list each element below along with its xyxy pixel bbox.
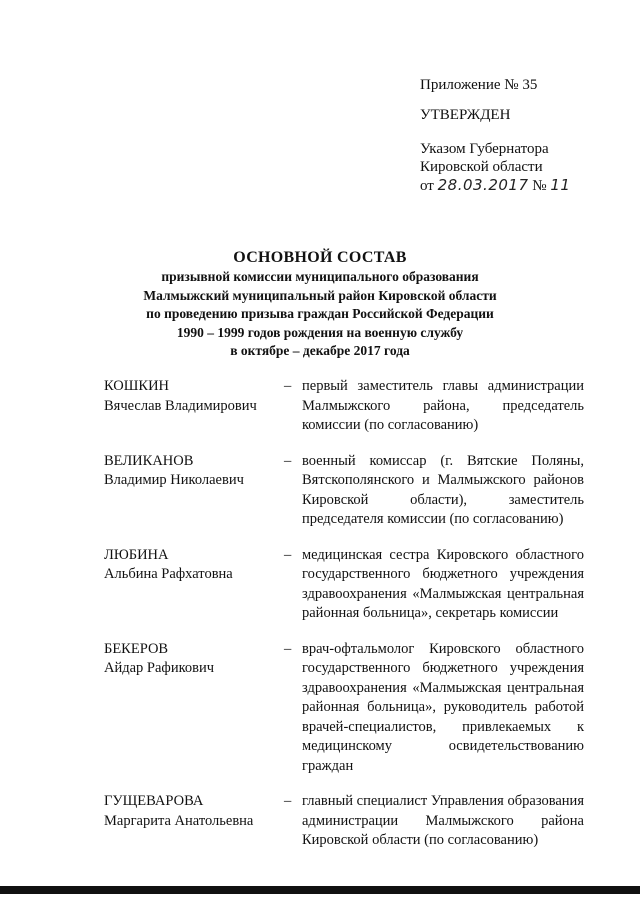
title-main: ОСНОВНОЙ СОСТАВ [233,249,407,266]
decree-date-line [420,176,570,195]
appendix-label: Приложение № 35 [420,77,538,93]
member-name [104,377,284,436]
member-dash: – [284,546,292,563]
member-surname: ЛЮБИНА [104,546,169,563]
decree-line-1: Указом Губернатора [420,141,549,157]
member-role: врач-офтальмолог Кировского областного государственного бюджетного учреждения здравоохранения «Малмыжская центральная районная больница», руководитель работой врачей-специалистов, привлекаемых к медицинскому освидетельствованию граждан [302,640,584,774]
number-prefix: № [532,178,547,194]
members-list [104,377,584,867]
handwritten-date: 28.03.2017 [437,176,529,194]
title-line: по проведению призыва граждан Российской Федерации [146,306,494,321]
member-dash: – [284,378,292,394]
member-first-names: Айдар Рафикович [104,660,215,676]
member-role: главный специалист Управления образования администрации Малмыжского района Кировской области (по согласованию) [302,793,584,848]
title-line: в октябре – декабре 2017 года [230,343,410,358]
member-entry [104,377,584,436]
member-role: медицинская сестра Кировского областного государственного бюджетного учреждения здравоохранения «Малмыжская центральная районная больница», секретарь комиссии [302,546,584,621]
member-dash: – [284,793,292,809]
member-entry [104,546,584,624]
title-line: призывной комиссии муниципального образования [161,269,479,284]
date-prefix: от [420,178,434,194]
member-first-names: Альбина Рафхатовна [104,566,233,582]
document-title [0,248,640,361]
member-surname: ВЕЛИКАНОВ [104,452,194,469]
member-role: военный комиссар (г. Вятские Поляны, Вятскополянского и Малмыжского районов Кировской области), заместитель председателя комиссии (по согласованию) [302,452,584,527]
member-first-names: Владимир Николаевич [104,472,244,488]
member-entry [104,452,584,530]
decree-line-2: Кировской области [420,159,543,175]
member-role: первый заместитель главы администрации Малмыжского района, председатель комиссии (по согласованию) [302,378,584,433]
member-entry [104,792,584,851]
member-dash: – [284,452,292,469]
member-surname: ГУЩЕВАРОВА [104,793,204,809]
member-surname: БЕКЕРОВ [104,640,169,657]
member-name [104,546,284,624]
title-line: 1990 – 1999 годов рождения на военную службу [176,324,464,340]
approved-label: УТВЕРЖДЕН [420,107,511,123]
member-entry [104,640,584,777]
title-line: Малмыжский муниципальный район Кировской области [143,287,497,303]
member-first-names: Вячеслав Владимирович [104,397,257,414]
member-surname: КОШКИН [104,378,170,394]
handwritten-number: 11 [550,176,571,194]
member-name [104,792,284,851]
approval-block [420,76,570,195]
member-dash: – [284,640,292,657]
member-name [104,640,284,777]
member-first-names: Маргарита Анатольевна [104,812,254,829]
member-name [104,452,284,530]
scan-edge-bar [0,886,640,894]
